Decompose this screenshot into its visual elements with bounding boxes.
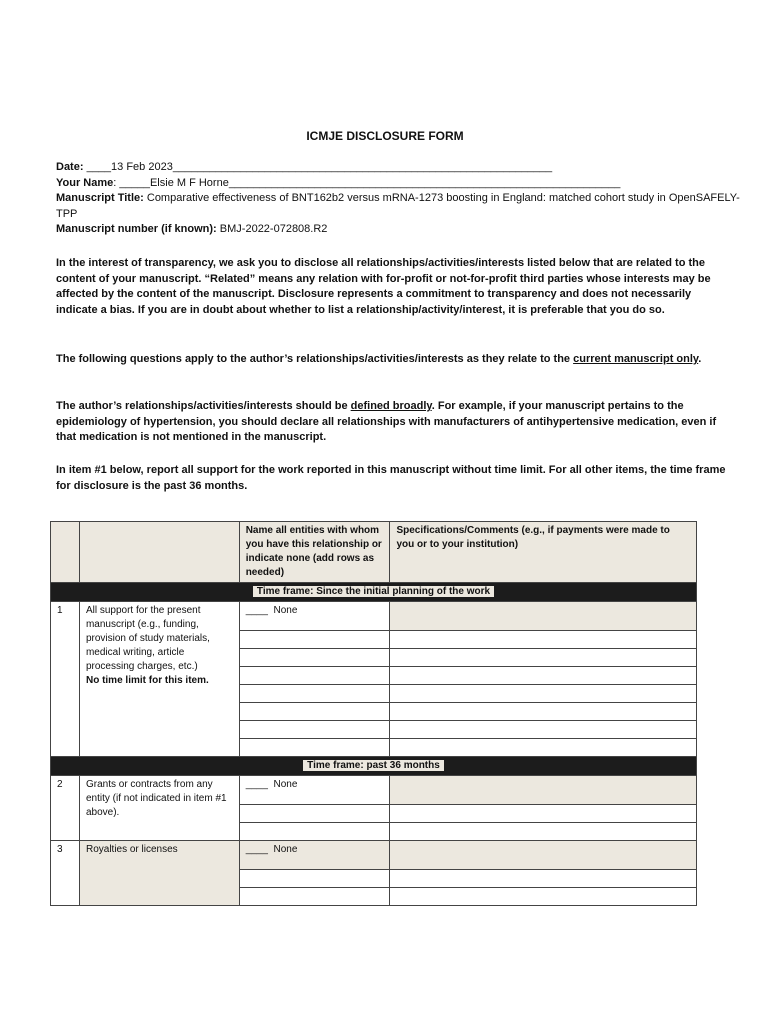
entity-cell[interactable]: [239, 703, 390, 721]
entity-cell[interactable]: [239, 721, 390, 739]
spec-cell[interactable]: [390, 823, 697, 841]
number-label: Manuscript number (if known):: [56, 223, 217, 235]
date-field: [56, 160, 746, 176]
spec-cell[interactable]: [390, 721, 697, 739]
item-number: 1: [51, 602, 80, 757]
time-frame-paragraph: In item #1 below, report all support for the work reported in this manuscript without time limit. For all other items, the time frame for disclosure is the past 36 months.: [56, 464, 726, 492]
name-value[interactable]: : _____Elsie M F Horne________________________________________________________________: [113, 176, 621, 189]
entity-cell[interactable]: [239, 739, 390, 757]
date-label: Date:: [56, 161, 84, 173]
name-label: Your Name: [56, 176, 114, 189]
entity-cell[interactable]: [239, 823, 390, 841]
scope-text: The following questions apply to the author’s relationships/activities/interests as they relate to the: [56, 353, 574, 365]
transparency-paragraph: In the interest of transparency, we ask you to disclose all relationships/activities/interests listed below that are related to the content of your manuscript. “Related” means any relation with for-profit or not-for-profit third parties whose interests may be affected by the content of the manuscript. Disclosure represents a commitment to transparency and does not necessarily indicate a bias. If you are in doubt about whether to list a relationship/activity/interest, it is preferable that you do so.: [56, 257, 711, 317]
entity-cell[interactable]: [239, 631, 390, 649]
item-description: Royalties or licenses: [79, 841, 239, 906]
table-row: [51, 841, 697, 870]
spec-cell[interactable]: [390, 631, 697, 649]
spec-cell[interactable]: [390, 667, 697, 685]
entity-cell[interactable]: [239, 667, 390, 685]
spec-cell[interactable]: [390, 649, 697, 667]
spec-cell[interactable]: [390, 602, 697, 631]
current-manuscript-emphasis: current manuscript only: [573, 353, 699, 365]
entity-cell[interactable]: [239, 649, 390, 667]
entity-cell[interactable]: [239, 870, 390, 888]
none-option[interactable]: ____ None: [239, 841, 390, 870]
defined-broadly-emphasis: defined broadly: [350, 400, 432, 412]
none-option[interactable]: ____ None: [239, 776, 390, 805]
title-value[interactable]: Comparative effectiveness of BNT162b2 versus mRNA-1273 boosting in England: matched cohort study in OpenSAFELY-TPP: [56, 192, 740, 220]
none-option[interactable]: ____ None: [239, 602, 390, 631]
spec-cell[interactable]: [390, 870, 697, 888]
item-description: All support for the present manuscript (e.g., funding, provision of study materials, medical writing, article processing charges, etc.) No time limit for this item.: [79, 602, 239, 757]
spec-cell[interactable]: [390, 841, 697, 870]
timeframe-initial-planning: Time frame: Since the initial planning of the work: [51, 583, 697, 602]
disclosure-table: [50, 521, 697, 906]
table-row: [51, 602, 697, 631]
entity-cell[interactable]: [239, 888, 390, 906]
timeframe-row-1: [51, 583, 697, 602]
table-header-row: [51, 522, 697, 583]
title-field: [56, 191, 746, 222]
table-row: [51, 776, 697, 805]
manuscript-fields: [56, 160, 746, 238]
spec-cell[interactable]: [390, 739, 697, 757]
spec-cell[interactable]: [390, 776, 697, 805]
item-number: 3: [51, 841, 80, 906]
timeframe-36-months: Time frame: past 36 months: [51, 757, 697, 776]
item-number: 2: [51, 776, 80, 841]
spec-cell[interactable]: [390, 888, 697, 906]
scope-end: .: [698, 353, 702, 365]
number-field: [56, 222, 746, 238]
no-time-limit-note: No time limit for this item.: [85, 675, 209, 686]
broad-text-end: . For example, if your manuscript pertains to the epidemiology of hypertension, you should declare all relationships with manufacturers of antihypertensive medication, even if that medication is not mentioned in the manuscript.: [56, 400, 717, 444]
entity-cell[interactable]: [239, 685, 390, 703]
spec-cell[interactable]: [390, 805, 697, 823]
broad-definition-paragraph: [56, 399, 726, 446]
date-value[interactable]: ____13 Feb 2023______________________________________________________________: [83, 161, 553, 173]
scope-paragraph: [56, 352, 726, 368]
header-num-cell: [51, 522, 80, 583]
spec-cell[interactable]: [390, 685, 697, 703]
entity-cell[interactable]: [239, 805, 390, 823]
header-entities: Name all entities with whom you have this relationship or indicate none (add rows as needed): [239, 522, 390, 583]
form-title: ICMJE DISCLOSURE FORM: [306, 129, 464, 143]
header-specifications: Specifications/Comments (e.g., if payments were made to you or to your institution): [390, 522, 697, 583]
spec-cell[interactable]: [390, 703, 697, 721]
item-description: Grants or contracts from any entity (if not indicated in item #1 above).: [79, 776, 239, 841]
number-value[interactable]: BMJ-2022-072808.R2: [216, 223, 328, 235]
timeframe-row-2: [51, 757, 697, 776]
header-desc-cell: [79, 522, 239, 583]
broad-text: The author’s relationships/activities/interests should be: [56, 400, 351, 412]
name-field: [56, 176, 746, 192]
title-label: Manuscript Title:: [56, 192, 144, 204]
